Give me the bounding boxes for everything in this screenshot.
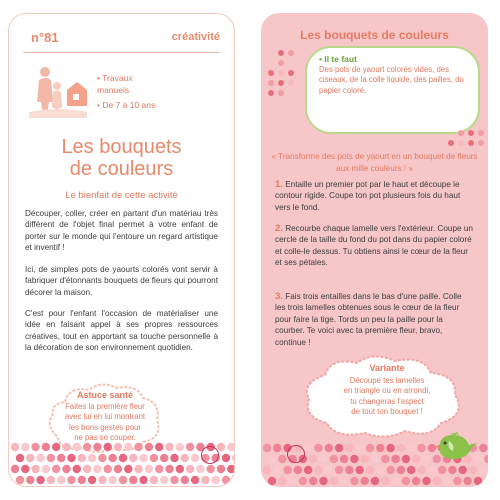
decorative-dot: [191, 476, 199, 484]
decorative-dot: [57, 454, 65, 462]
decorative-dot: [104, 465, 112, 473]
decorative-dot: [109, 476, 117, 484]
materials-text: Des pots de yaourt colorés vides, des ciseaux, de la colle liquide, des pailles, du papier coloré.: [319, 64, 464, 95]
step-2: [275, 223, 474, 269]
decorative-dot: [67, 476, 75, 484]
decorative-dot: [150, 476, 158, 484]
activity-number: n°81: [31, 30, 59, 45]
decorative-dot: [340, 477, 348, 485]
decorative-dot: [407, 466, 415, 474]
tip-line: Faites la première fleur: [65, 401, 145, 411]
decorative-dot: [16, 476, 24, 484]
decorative-dot: [453, 477, 461, 485]
decorative-dot: [165, 465, 173, 473]
decorative-dot: [459, 466, 467, 474]
decorative-dot: [42, 465, 50, 473]
decorative-dot: [422, 477, 430, 485]
step-text: Recourbe chaque lamelle vers l'extérieur. Coupe un cercle de la taille du fond du pot dans du papier coloré et colle-le dessus. Tu obtiens ainsi le cœur de la fleur et ses pétales.: [275, 224, 473, 268]
decorative-dot: [36, 476, 44, 484]
tip-line: ne pas se couper.: [74, 433, 136, 442]
decorative-dot: [119, 454, 127, 462]
decorative-dot: [129, 454, 137, 462]
decorative-dot: [268, 455, 276, 463]
decorative-dot: [402, 477, 410, 485]
decorative-dot: [52, 465, 60, 473]
decorative-dot: [263, 444, 271, 452]
step-number: 2.: [275, 223, 283, 234]
divider: [23, 52, 220, 53]
decorative-dot: [356, 466, 364, 474]
intro-quote: « Transforme des pots de yaourt en un bouquet de fleurs aux mille couleurs ! »: [271, 152, 478, 173]
decorative-dot: [484, 455, 488, 463]
decorative-dot: [165, 443, 173, 451]
decorative-dot: [42, 443, 50, 451]
decorative-dot: [397, 444, 405, 452]
right-card: [261, 13, 488, 487]
decorative-dot: [16, 454, 24, 462]
step-text: Fais trois entailles dans le bas d'une paille. Colle les trois lamelles obtenues sous le cœur de la fleur pour faire la tige. Tords un peu la paille pour la courber. Te voici avec ta première fleur, bravo, continue !: [275, 292, 462, 347]
decorative-dot: [207, 465, 215, 473]
decorative-dot: [288, 477, 296, 485]
decorative-dot: [428, 466, 436, 474]
title-line-1: Les bouquets: [61, 136, 182, 158]
decorative-dot: [294, 466, 302, 474]
decorative-dot: [232, 476, 235, 484]
decorative-dot: [98, 476, 106, 484]
decorative-dot: [222, 454, 230, 462]
decorative-dot: [319, 477, 327, 485]
ring-decoration-icon: [201, 446, 219, 464]
decorative-dot: [47, 454, 55, 462]
decorative-dot: [83, 443, 91, 451]
decorative-dot: [263, 466, 271, 474]
decorative-dot: [88, 476, 96, 484]
tag-age: • De 7 à 10 ans: [97, 100, 156, 110]
decorative-dot: [381, 477, 389, 485]
decorative-dot: [139, 476, 147, 484]
decorative-dot: [273, 466, 281, 474]
decorative-dot: [88, 454, 96, 462]
decorative-dot: [417, 444, 425, 452]
decorative-dot: [330, 477, 338, 485]
decorative-dot: [21, 443, 29, 451]
decorative-dot: [186, 465, 194, 473]
decorative-dot: [350, 455, 358, 463]
decorative-dot: [268, 477, 276, 485]
decorative-dot: [484, 477, 488, 485]
decorative-dot: [222, 476, 230, 484]
decorative-dot: [170, 476, 178, 484]
decorative-dot: [325, 466, 333, 474]
decorative-dot: [325, 444, 333, 452]
tip-box: [45, 390, 165, 444]
variant-line: Découpe tes lamelles: [349, 375, 425, 385]
decorative-dot: [304, 444, 312, 452]
decorative-dot: [109, 454, 117, 462]
decorative-dot: [31, 443, 39, 451]
decorative-dot: [11, 465, 19, 473]
decorative-dot: [227, 465, 235, 473]
decorative-dot: [67, 454, 75, 462]
step-1: [275, 179, 474, 213]
decorative-dot: [26, 454, 34, 462]
decorative-dot: [119, 476, 127, 484]
decorative-dot: [181, 454, 189, 462]
decorative-dot: [412, 455, 420, 463]
decorative-dot: [397, 466, 405, 474]
decorative-dot: [124, 443, 132, 451]
decorative-dot: [98, 454, 106, 462]
tip-title: Astuce santé: [76, 390, 134, 400]
activity-tags: [97, 72, 159, 114]
decorative-dot: [52, 443, 60, 451]
decorative-dot: [479, 444, 487, 452]
variant-box: [317, 363, 457, 418]
decorative-dot: [134, 465, 142, 473]
variant-line: tu changeras l'aspect: [350, 396, 424, 406]
tag-travaux: • Travaux manuels: [97, 73, 133, 95]
decorative-dot: [78, 454, 86, 462]
paragraph-2: Ici, de simples pots de yaourts colorés vont servir à fabriquer d'étonnants bouquets de fleurs qui pourront décorer la maison.: [25, 265, 218, 297]
decorative-dot: [345, 444, 353, 452]
decorative-dot: [469, 466, 477, 474]
decorative-dot: [464, 477, 472, 485]
decorative-dot: [386, 444, 394, 452]
decorative-dot: [361, 455, 369, 463]
decorative-dot: [83, 465, 91, 473]
decorative-dot: [309, 477, 317, 485]
variant-line: en triangle ou en arrondi,: [343, 386, 431, 396]
decorative-dot: [62, 465, 70, 473]
decorative-dot: [176, 465, 184, 473]
decorative-dot: [26, 476, 34, 484]
decorative-dot: [278, 455, 286, 463]
decorative-dot: [443, 477, 451, 485]
step-text: Entaille un premier pot par le haut et découpe le contour rigide. Coupe ton pot plusieurs fois du haut vers le fond.: [275, 180, 461, 212]
decorative-dot: [474, 477, 482, 485]
dot-decorations: [261, 19, 488, 149]
paragraph-3: C'est pour l'enfant l'occasion de matérialiser une idée en faisant appel à ses propres ressources créatives, tout en apportant sa touche personnelle à la décoration de son environnement quotidien.: [25, 309, 218, 353]
decorative-dot: [160, 454, 168, 462]
decorative-dot: [391, 455, 399, 463]
decorative-dot: [73, 465, 81, 473]
decorative-dot: [422, 455, 430, 463]
decorative-dot: [129, 476, 137, 484]
decorative-dot: [217, 465, 225, 473]
decorative-dot: [319, 455, 327, 463]
decorative-dot: [134, 443, 142, 451]
tip-line: les bons gestes pour: [69, 422, 141, 432]
step-number: 3.: [275, 291, 283, 302]
decorative-dot: [93, 443, 101, 451]
decorative-dot: [73, 443, 81, 451]
decorative-dot: [366, 444, 374, 452]
decorative-dot: [350, 477, 358, 485]
decorative-dot: [47, 476, 55, 484]
decorative-dot: [386, 466, 394, 474]
decorative-dot: [309, 455, 317, 463]
decorative-dot: [448, 466, 456, 474]
decorative-dot: [340, 455, 348, 463]
decorative-dot: [366, 466, 374, 474]
decorative-dot: [345, 466, 353, 474]
right-title: Les bouquets de couleurs: [300, 28, 449, 42]
decorative-dot: [376, 444, 384, 452]
decorative-dot: [139, 454, 147, 462]
decorative-dot: [212, 476, 220, 484]
decorative-dot: [304, 466, 312, 474]
decorative-dot: [36, 454, 44, 462]
decorative-dot: [150, 454, 158, 462]
decorative-dot: [412, 477, 420, 485]
decorative-dot: [124, 465, 132, 473]
materials-title: • Il te faut: [319, 54, 357, 64]
decorative-dot: [176, 443, 184, 451]
decorative-dot: [283, 466, 291, 474]
family-house-illustration-icon: [29, 62, 87, 118]
decorative-dot: [479, 466, 487, 474]
decorative-dot: [361, 477, 369, 485]
decorative-dot: [402, 455, 410, 463]
activity-title: [19, 136, 224, 180]
decorative-dot: [217, 443, 225, 451]
decorative-dot: [196, 465, 204, 473]
decorative-dot: [78, 476, 86, 484]
benefit-heading: Le bienfait de cette activité: [65, 190, 178, 201]
decorative-dot: [170, 454, 178, 462]
decorative-dot: [273, 444, 281, 452]
decorative-dot: [62, 443, 70, 451]
decorative-dot: [104, 443, 112, 451]
title-line-2: de couleurs: [69, 158, 174, 180]
decorative-dot: [181, 476, 189, 484]
decorative-dot: [330, 455, 338, 463]
decorative-dot: [21, 465, 29, 473]
decorative-dot: [314, 466, 322, 474]
decorative-dot: [381, 455, 389, 463]
decorative-dot: [114, 443, 122, 451]
decorative-dot: [371, 477, 379, 485]
decorative-dot: [155, 443, 163, 451]
decorative-dot: [227, 443, 235, 451]
category-label: créativité: [171, 31, 220, 43]
decorative-dot: [57, 476, 65, 484]
decorative-dot: [371, 455, 379, 463]
decorative-dot: [438, 466, 446, 474]
left-card: [8, 13, 235, 487]
decorative-dot: [145, 443, 153, 451]
dot-pattern: [9, 440, 235, 486]
variant-title: Variante: [369, 363, 405, 373]
decorative-dot: [356, 444, 364, 452]
step-3: [275, 291, 474, 348]
decorative-dot: [314, 444, 322, 452]
decorative-dot: [335, 444, 343, 452]
decorative-dot: [93, 465, 101, 473]
decorative-dot: [31, 465, 39, 473]
decorative-dot: [186, 443, 194, 451]
decorative-dot: [299, 477, 307, 485]
decorative-dot: [155, 465, 163, 473]
bird-icon: [433, 427, 479, 463]
decorative-dot: [417, 466, 425, 474]
decorative-dot: [376, 466, 384, 474]
step-number: 1.: [275, 179, 283, 190]
decorative-dot: [191, 454, 199, 462]
decorative-dot: [407, 444, 415, 452]
decorative-dot: [278, 477, 286, 485]
paragraph-1: Découper, coller, créer en partant d'un matériau très différent de l'objet final permet à votre enfant de porter sur le monde qui l'entoure un regard artistique et inventif !: [25, 209, 218, 253]
decorative-dot: [232, 454, 235, 462]
decorative-dot: [11, 443, 19, 451]
decorative-dot: [145, 465, 153, 473]
variant-line: de tout ton bouquet !: [351, 407, 423, 417]
decorative-dot: [433, 477, 441, 485]
decorative-dot: [335, 466, 343, 474]
ring-decoration-icon: [287, 445, 305, 463]
decorative-dot: [391, 477, 399, 485]
decorative-dot: [114, 465, 122, 473]
decorative-dot: [201, 476, 209, 484]
tip-line: avec lui en lui montrant: [64, 412, 146, 421]
decorative-dot: [160, 476, 168, 484]
